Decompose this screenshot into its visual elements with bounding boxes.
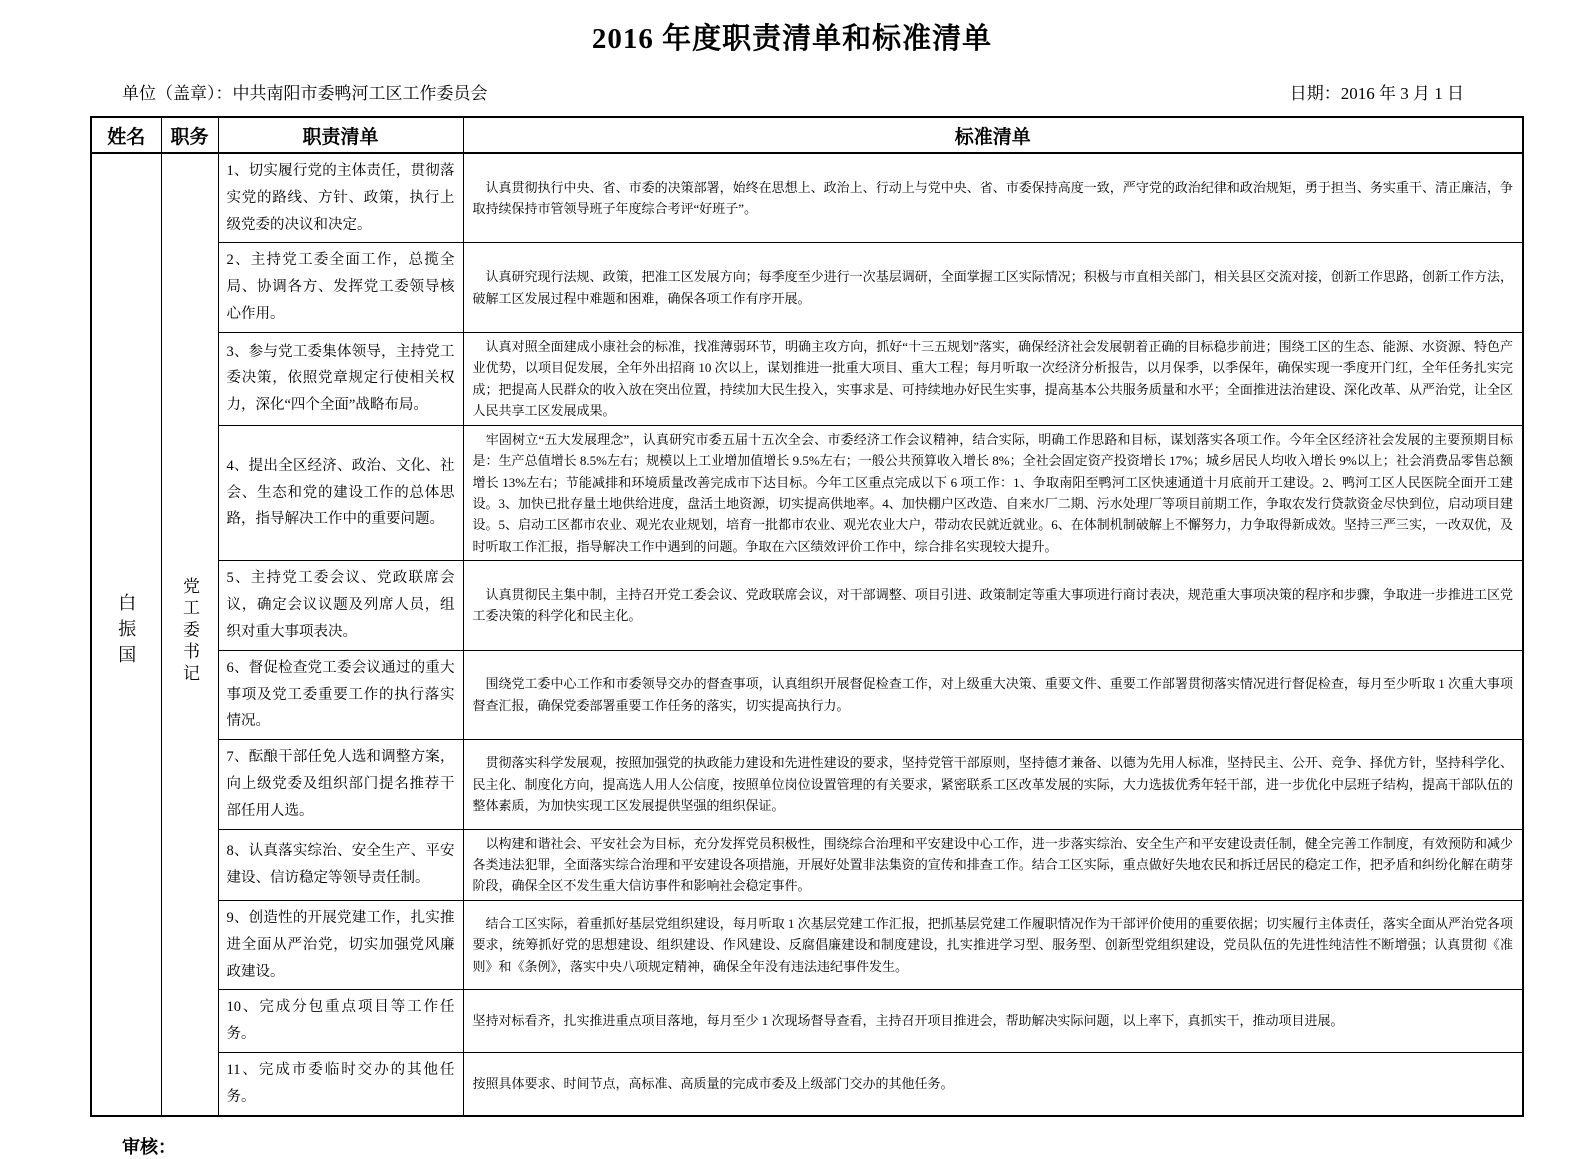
col-header-name: 姓名	[91, 117, 161, 153]
duty-item-5: 5、主持党工委会议、党政联席会议，确定会议议题及列席人员，组织对重大事项表决。	[218, 561, 463, 650]
standard-item-3: 认真对照全面建成小康社会的标准，找准薄弱环节，明确主攻方向，抓好“十三五规划”落实，确保经济社会发展朝着正确的目标稳步前进；围绕工区的生态、能源、水资源、特色产业优势，以项目促发展，全年外出招商 10 次以上，谋划推进一批重大项目、重大工程；每月听取一次经济分析报告，以月保季，以季保年，确保实现一季度开门红，全年任务扎实完成；把提高人民群众的收入放在突出位置，持续加大民生投入，实事求是、可持续地办好民生实事，提高基本公共服务质量和水平；全面推进法治建设、深化改革、从严治党，让全区人民共享工区发展成果。	[463, 332, 1523, 425]
duty-item-1: 1、切实履行党的主体责任，贯彻落实党的路线、方针、政策，执行上级党委的决议和决定。	[218, 153, 463, 243]
name-cell	[91, 153, 161, 1116]
standard-item-2: 认真研究现行法规、政策，把准工区发展方向；每季度至少进行一次基层调研，全面掌握工区实际情况；积极与市直相关部门，相关县区交流对接，创新工作思路，创新工作方法，破解工区发展过程中难题和困难，确保各项工作有序开展。	[463, 243, 1523, 332]
col-header-standard: 标准清单	[463, 117, 1523, 153]
standard-item-6: 围绕党工委中心工作和市委领导交办的督查事项，认真组织开展督促检查工作，对上级重大决策、重要文件、重要工作部署贯彻落实情况进行督促检查，每月至少听取 1 次重大事项督查汇报，确保党委部署重要工作任务的落实，切实提高执行力。	[463, 650, 1523, 739]
table-row	[91, 425, 1523, 561]
meta-row	[122, 79, 1464, 104]
standard-item-5: 认真贯彻民主集中制，主持召开党工委会议、党政联席会议，对干部调整、项目引进、政策制定等重大事项进行商讨表决，规范重大事项决策的程序和步骤，争取进一步推进工区党工委决策的科学化和民主化。	[463, 561, 1523, 650]
table-row	[91, 900, 1523, 989]
standard-item-4: 牢固树立“五大发展理念”，认真研究市委五届十五次全会、市委经济工作会议精神，结合实际，明确工作思路和目标，谋划落实各项工作。今年全区经济社会发展的主要预期目标是：生产总值增长 8.5%左右；规模以上工业增加值增长 9.5%左右；一般公共预算收入增长 8%；全社会固定资产投资增长 17%；城乡居民人均收入增长 9%以上；社会消费品零售总额增长 13%左右；节能减排和环境质量改善完成市下达目标。今年工区重点完成以下 6 项工作：1、争取南阳至鸭河工区快速通道十月底前开工建设。2、鸭河工区人民医院全面开工建设。3、加快已批存量土地供给进度，盘活土地资源，切实提高供地率。4、加快棚户区改造、自来水厂二期、污水处理厂等项目前期工作，争取农发行贷款资金尽快到位，启动项目建设。5、启动工区都市农业、观光农业规划，培育一批都市农业、观光农业大户，带动农民就近就业。6、在体制机制破解上不懈努力，力争取得新成效。坚持三严三实，一改双优，及时听取工作汇报，指导解决工作中遇到的问题。争取在六区绩效评价工作中，综合排名实现较大提升。	[463, 425, 1523, 561]
duty-standard-table	[90, 116, 1524, 1117]
standard-item-11: 按照具体要求、时间节点，高标准、高质量的完成市委及上级部门交办的其他任务。	[463, 1052, 1523, 1115]
duty-item-7: 7、酝酿干部任免人选和调整方案，向上级党委及组织部门提名推荐干部任用人选。	[218, 740, 463, 829]
table-row	[91, 740, 1523, 829]
duty-item-2: 2、主持党工委全面工作，总揽全局、协调各方、发挥党工委领导核心作用。	[218, 243, 463, 332]
table-row	[91, 153, 1523, 243]
col-header-position: 职务	[161, 117, 218, 153]
duty-item-10: 10、完成分包重点项目等工作任务。	[218, 990, 463, 1053]
table-row	[91, 243, 1523, 332]
position-text: 党工委书记	[180, 577, 199, 687]
position-cell	[161, 153, 218, 1116]
duty-item-3: 3、参与党工委集体领导，主持党工委决策，依照党章规定行使相关权力，深化“四个全面”战略布局。	[218, 332, 463, 425]
table-row	[91, 650, 1523, 739]
duty-item-6: 6、督促检查党工委会议通过的重大事项及党工委重要工作的执行落实情况。	[218, 650, 463, 739]
date-label: 日期：2016 年 3 月 1 日	[1289, 84, 1464, 103]
standard-item-9: 结合工区实际，着重抓好基层党组织建设，每月听取 1 次基层党建工作汇报，把抓基层党建工作履职情况作为干部评价使用的重要依据；切实履行主体责任，落实全面从严治党各项要求，统筹抓好党的思想建设、组织建设、作风建设、反腐倡廉建设和制度建设，扎实推进学习型、服务型、创新型党组织建设，党员队伍的先进性纯洁性不断增强；认真贯彻《准则》和《条例》，落实中央八项规定精神，确保全年没有违法违纪事件发生。	[463, 900, 1523, 989]
table-row	[91, 829, 1523, 900]
duty-item-9: 9、创造性的开展党建工作，扎实推进全面从严治党，切实加强党风廉政建设。	[218, 900, 463, 989]
table-row	[91, 990, 1523, 1053]
unit-label: 单位（盖章）：中共南阳市委鸭河工区工作委员会	[122, 84, 488, 103]
page-title: 2016 年度职责清单和标准清单	[591, 23, 993, 55]
standard-item-8: 以构建和谐社会、平安社会为目标，充分发挥党员积极性，围绕综合治理和平安建设中心工作，进一步落实综治、安全生产和平安建设责任制，健全完善工作制度，有效预防和减少各类违法犯罪，全面落实综合治理和平安建设各项措施，开展好处置非法集资的宣传和排查工作。结合工区实际，重点做好失地农民和拆迁居民的稳定工作，把矛盾和纠纷化解在萌芽阶段，确保全区不发生重大信访事件和影响社会稳定事件。	[463, 829, 1523, 900]
review-label: 审核：	[122, 1136, 176, 1157]
duty-item-8: 8、认真落实综治、安全生产、平安建设、信访稳定等领导责任制。	[218, 829, 463, 900]
standard-item-1: 认真贯彻执行中央、省、市委的决策部署，始终在思想上、政治上、行动上与党中央、省、市委保持高度一致，严守党的政治纪律和政治规矩，勇于担当、务实重干、清正廉洁，争取持续保持市管领导班子年度综合考评“好班子”。	[463, 153, 1523, 243]
table-row	[91, 1052, 1523, 1115]
duty-item-11: 11、完成市委临时交办的其他任务。	[218, 1052, 463, 1115]
table-row	[91, 332, 1523, 425]
duty-item-4: 4、提出全区经济、政治、文化、社会、生态和党的建设工作的总体思路，指导解决工作中的重要问题。	[218, 425, 463, 561]
col-header-duty: 职责清单	[218, 117, 463, 153]
standard-item-7: 贯彻落实科学发展观，按照加强党的执政能力建设和先进性建设的要求，坚持党管干部原则，坚持德才兼备、以德为先用人标准，坚持民主、公开、竞争、择优方针，坚持科学化、民主化、制度化方向，提高选人用人公信度，按照单位岗位设置管理的有关要求，紧密联系工区改革发展的实际，大力选拔优秀年轻干部，进一步优化中层班子结构，提高干部队伍的整体素质，为加快实现工区发展提供坚强的组织保证。	[463, 740, 1523, 829]
standard-item-10: 坚持对标看齐，扎实推进重点项目落地，每月至少 1 次现场督导查看，主持召开项目推进会，帮助解决实际问题，以上率下，真抓实干，推动项目进展。	[463, 990, 1523, 1053]
name-text: 白振国	[116, 592, 137, 671]
table-header-row	[91, 117, 1523, 153]
table-row	[91, 561, 1523, 650]
